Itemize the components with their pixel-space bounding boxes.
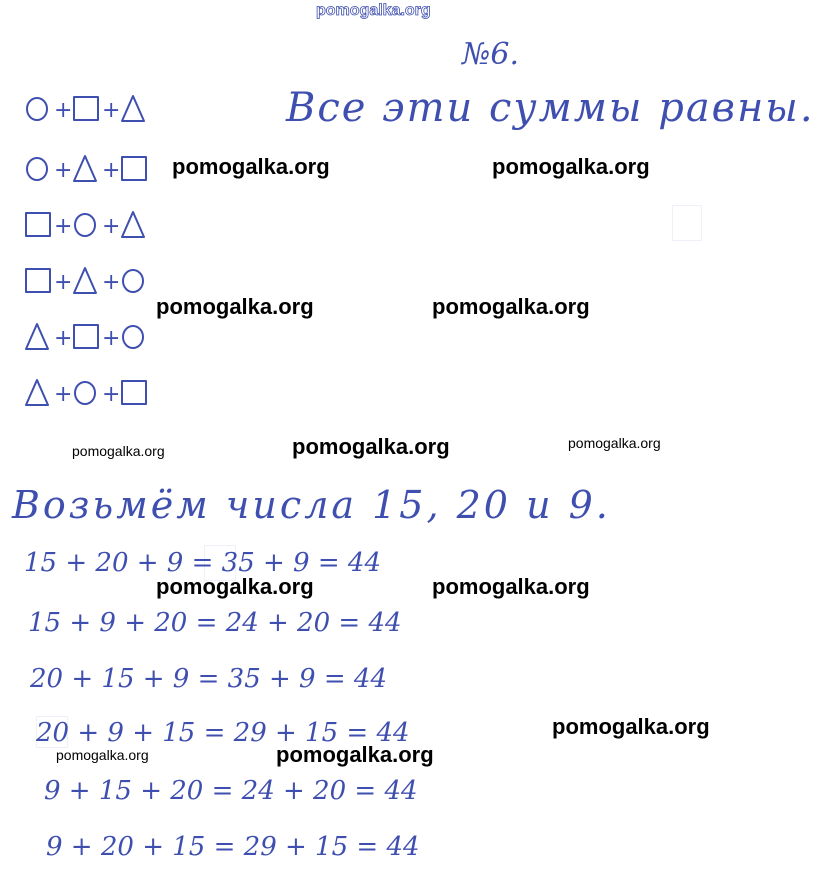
- statement-text: Все эти суммы равны.: [286, 85, 815, 131]
- watermark: pomogalka.org: [156, 574, 314, 599]
- site-link[interactable]: pomogalka.org: [316, 2, 431, 19]
- circle-shape: [27, 98, 47, 120]
- shape-sum-row: [24, 376, 174, 414]
- equation-line: 9 + 20 + 15 = 29 + 15 = 44: [46, 832, 420, 862]
- shape-sum-row: [24, 320, 174, 358]
- shape-sum-row: [24, 92, 174, 130]
- plus-sign: +: [54, 98, 73, 123]
- square-shape: [26, 213, 50, 236]
- square-shape: [122, 381, 146, 404]
- triangle-shape: [26, 380, 48, 405]
- plus-sign: +: [102, 326, 121, 351]
- circle-shape: [123, 270, 143, 292]
- square-shape: [26, 269, 50, 292]
- triangle-shape: [122, 212, 144, 237]
- plus-sign: +: [54, 158, 73, 183]
- square-shape: [74, 97, 98, 120]
- watermark: pomogalka.org: [492, 154, 650, 179]
- circle-shape: [27, 158, 47, 180]
- plus-sign: +: [102, 270, 121, 295]
- triangle-shape: [74, 268, 96, 293]
- plus-sign: +: [54, 382, 73, 407]
- square-shape: [74, 325, 98, 348]
- plus-sign: +: [102, 98, 121, 123]
- shape-sum-row: [24, 264, 174, 302]
- shape-sum-row: [24, 208, 174, 246]
- watermark: pomogalka.org: [156, 294, 314, 319]
- shape-sum-row: [24, 152, 174, 190]
- watermark: pomogalka.org: [432, 574, 590, 599]
- watermark: pomogalka.org: [172, 154, 330, 179]
- watermark: pomogalka.org: [56, 747, 149, 763]
- plus-sign: +: [54, 214, 73, 239]
- equation-line: 15 + 20 + 9 = 35 + 9 = 44: [24, 548, 381, 578]
- equation-line: 20 + 9 + 15 = 29 + 15 = 44: [36, 718, 410, 748]
- watermark: pomogalka.org: [292, 434, 450, 459]
- plus-sign: +: [54, 326, 73, 351]
- equation-line: 9 + 15 + 20 = 24 + 20 = 44: [44, 776, 418, 806]
- watermark: pomogalka.org: [72, 443, 165, 459]
- plus-sign: +: [102, 382, 121, 407]
- numbers-statement: Возьмём числа 15, 20 и 9.: [12, 483, 611, 527]
- equation-line: 20 + 15 + 9 = 35 + 9 = 44: [30, 664, 387, 694]
- equation-line: 15 + 9 + 20 = 24 + 20 = 44: [28, 608, 402, 638]
- triangle-shape: [122, 96, 144, 121]
- plus-sign: +: [54, 270, 73, 295]
- watermark: pomogalka.org: [552, 714, 710, 739]
- triangle-shape: [74, 156, 96, 181]
- watermark: pomogalka.org: [432, 294, 590, 319]
- circle-shape: [75, 382, 95, 404]
- task-number: №6.: [462, 37, 520, 72]
- plus-sign: +: [102, 158, 121, 183]
- watermark: pomogalka.org: [568, 435, 661, 451]
- plus-sign: +: [102, 214, 121, 239]
- triangle-shape: [26, 324, 48, 349]
- circle-shape: [75, 214, 95, 236]
- watermark: pomogalka.org: [276, 742, 434, 767]
- faint-grid-cell: [672, 205, 702, 241]
- square-shape: [122, 157, 146, 180]
- circle-shape: [123, 326, 143, 348]
